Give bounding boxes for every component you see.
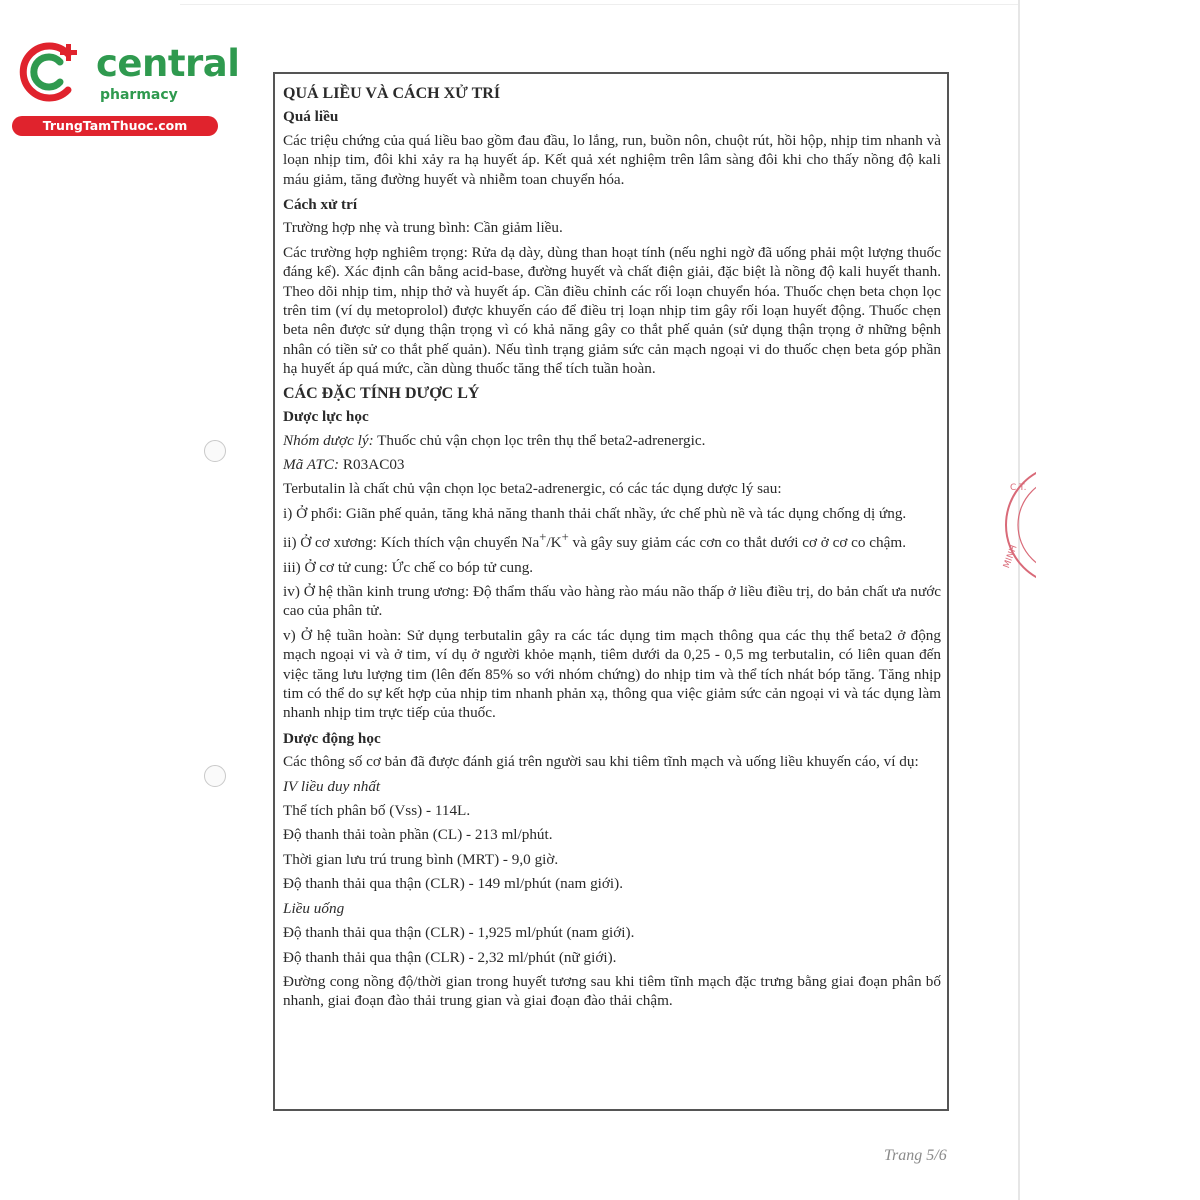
effect-item-circulation: v) Ở hệ tuần hoàn: Sử dụng terbutalin gây ra các tác dụng tim mạch thông qua các thụ thể beta2 ở động mạch ngoại vi và ở tim, ví dụ ở người khỏe mạnh, tiêm dưới da 0,25 - 0,5 mg terbutalin, có liên quan đến việc tăng lưu lượng tim (lên đến 85% so với nhóm chứng) do nhịp tim và thể tích nhát bóp tăng. Tăng nhịp tim có thể do sự kết hợp của nhịp tim nhanh phản xạ, thông qua việc giảm sức cản ngoại vi và tác dụng làm nhanh nhịp tim trực tiếp của thuốc. [283, 626, 941, 722]
pharmacologic-group-label: Nhóm dược lý: [283, 431, 374, 449]
effect-item-skeletal-muscle [283, 528, 941, 552]
punch-hole-top [204, 440, 226, 462]
pk-iv-mrt: Thời gian lưu trú trung bình (MRT) - 9,0 giờ. [283, 850, 559, 868]
pk-oral-renal-female: Độ thanh thải qua thận (CLR) - 2,32 ml/phút (nữ giới). [283, 948, 617, 966]
page-top-edge [180, 4, 1018, 5]
pk-iv-volume: Thể tích phân bố (Vss) - 114L. [283, 802, 471, 820]
paragraph-pk-intro: Các thông số cơ bản đã được đánh giá trên người sau khi tiêm tĩnh mạch và uống liều khuyến cáo, ví dụ: [283, 753, 919, 771]
paragraph-overdose-symptoms: Các triệu chứng của quá liều bao gồm đau đầu, lo lắng, run, buồn nôn, chuột rút, hồi hộp, nhịp tim nhanh và loạn nhịp tim, đôi khi xảy ra hạ huyết áp. Kết quả xét nghiệm trên lâm sàng đôi khi cho thấy nồng độ kali máu giảm, tăng đường huyết và nhiễm toan chuyển hóa. [283, 131, 941, 188]
page-right-edge [1018, 0, 1020, 1200]
document-content-frame [273, 72, 949, 1111]
pk-oral-renal-male: Độ thanh thải qua thận (CLR) - 1,925 ml/phút (nam giới). [283, 924, 635, 942]
paragraph-severe-cases: Các trường hợp nghiêm trọng: Rửa dạ dày, dùng than hoạt tính (nếu nghi ngờ đã uống phải một lượng thuốc đáng kể). Xác định cân bằng acid-base, đường huyết và chất điện giải, đặc biệt là nồng độ kali huyết thanh. Theo dõi nhịp tim, nhịp thở và huyết áp. Cần điều chỉnh các rối loạn chuyển hóa. Thuốc chẹn beta chọn lọc trên tim (ví dụ metoprolol) được khuyến cáo để điều trị loạn nhịp tim gây rối loạn huyết động. Thuốc chẹn beta nên được sử dụng thận trọng vì có khả năng gây co thắt phế quản (sử dụng thận trọng ở những bệnh nhân có tiền sử co thắt phế quản). Nếu tình trạng giảm sức cản mạch ngoại vi do thuốc chẹn beta góp phần hạ huyết áp quá mức, cần dùng thuốc tăng thể tích tuần hoàn. [283, 243, 941, 378]
logo-name: central [96, 42, 240, 85]
logo-website: TrungTamThuoc.com [12, 116, 218, 136]
effect-item-lungs: i) Ở phổi: Giãn phế quản, tăng khả năng thanh thải chất nhầy, ức chế phù nề và tác dụng chống dị ứng. [283, 504, 907, 522]
effect-ii-part-b: /K [546, 534, 562, 552]
stamp-seal-icon [996, 460, 1036, 590]
effect-item-cns: iv) Ở hệ thần kinh trung ương: Độ thẩm thấu vào hàng rào máu não thấp ở liều điều trị, do bản chất ưa nước cao của phân tử. [283, 583, 941, 620]
subtitle-overdose: Quá liều [283, 108, 339, 126]
effect-item-uterus: iii) Ở cơ tử cung: Ức chế co bóp tử cung. [283, 558, 534, 576]
pk-iv-total-clearance: Độ thanh thải toàn phần (CL) - 213 ml/phút. [283, 826, 553, 844]
subtitle-pharmacodynamics: Dược lực học [283, 408, 369, 426]
page-number: Trang 5/6 [884, 1147, 947, 1164]
paragraph-mild-cases: Trường hợp nhẹ và trung bình: Cần giảm liều. [283, 219, 563, 237]
pk-iv-renal-clearance: Độ thanh thải qua thận (CLR) - 149 ml/phút (nam giới). [283, 875, 623, 893]
paragraph-plasma-curve: Đường cong nồng độ/thời gian trong huyết tương sau khi tiêm tĩnh mạch đặc trưng bằng giai đoạn phân bố nhanh, giai đoạn đào thải trung gian và giai đoạn đào thải chậm. [283, 972, 941, 1010]
atc-code [283, 455, 941, 474]
pharmacy-logo[interactable] [10, 36, 240, 136]
effect-ii-sup-2: + [561, 530, 569, 545]
svg-text:C.T.: C.T. [1010, 483, 1027, 493]
pharmacologic-group-value: Thuốc chủ vận chọn lọc trên thụ thể beta2-adrenergic. [373, 431, 706, 449]
atc-code-value: R03AC03 [339, 455, 405, 473]
subtitle-management: Cách xử trí [283, 196, 358, 214]
subtitle-iv-single-dose: IV liều duy nhất [283, 777, 381, 795]
logo-subtitle: pharmacy [100, 87, 178, 103]
effect-ii-part-a: ii) Ở cơ xương: Kích thích vận chuyển Na [283, 534, 540, 552]
section-title-pharmacology: CÁC ĐẶC TÍNH DƯỢC LÝ [283, 384, 480, 402]
logo-c-mark-icon [10, 36, 90, 108]
atc-code-label: Mã ATC: [283, 455, 340, 473]
punch-hole-bottom [204, 765, 226, 787]
effect-ii-part-c: và gây suy giảm các cơn co thắt dưới cơ ở cơ co chậm. [568, 534, 906, 552]
svg-text:MINH: MINH [1002, 543, 1020, 570]
paragraph-terbutaline-intro: Terbutalin là chất chủ vận chọn lọc beta2-adrenergic, có các tác dụng dược lý sau: [283, 480, 782, 498]
effect-ii-sup-1: + [539, 530, 547, 545]
pharmacologic-group [283, 431, 941, 450]
subtitle-oral-dose: Liều uống [283, 899, 345, 917]
subtitle-pharmacokinetics: Dược động học [283, 729, 381, 747]
section-title-overdose: QUÁ LIỀU VÀ CÁCH XỬ TRÍ [283, 85, 501, 102]
